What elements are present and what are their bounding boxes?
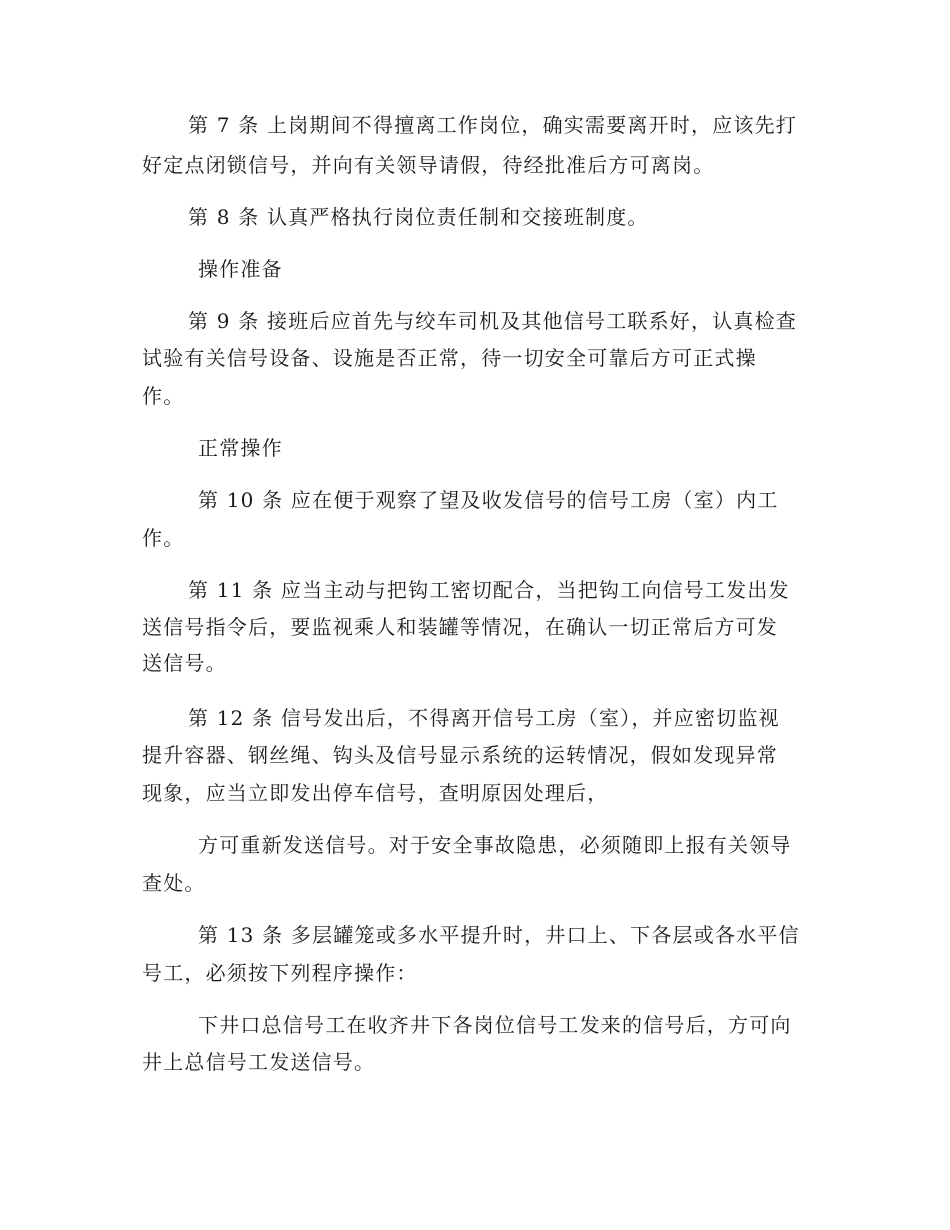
article-11-line-3: 送信号。 bbox=[142, 651, 227, 675]
article-7-line-1: 第 7 条 上岗期间不得擅离工作岗位，确实需要离开时，应该先打 bbox=[188, 113, 797, 137]
article-11-line-2: 送信号指令后，要监视乘人和装罐等情况，在确认一切正常后方可发 bbox=[142, 615, 778, 639]
article-12-cont-line-1: 方可重新发送信号。对于安全事故隐患，必须随即上报有关领导 bbox=[198, 833, 792, 857]
article-13-line-1: 第 13 条 多层罐笼或多水平提升时，井口上、下各层或各水平信 bbox=[198, 923, 800, 947]
article-9-line-3: 作。 bbox=[142, 384, 185, 408]
article-8-line-1: 第 8 条 认真严格执行岗位责任制和交接班制度。 bbox=[188, 205, 649, 229]
article-12-line-3: 现象，应当立即发出停车信号，查明原因处理后， bbox=[142, 781, 609, 805]
article-11-line-1: 第 11 条 应当主动与把钩工密切配合，当把钩工向信号工发出发 bbox=[188, 578, 790, 602]
section-heading-normal-operation: 正常操作 bbox=[198, 436, 283, 460]
article-12-line-1: 第 12 条 信号发出后，不得离开信号工房（室），并应密切监视 bbox=[188, 706, 780, 730]
article-12-cont-line-2: 查处。 bbox=[142, 871, 206, 895]
article-7-line-2: 好定点闭锁信号，并向有关领导请假，待经批准后方可离岗。 bbox=[142, 153, 715, 177]
section-heading-preparation: 操作准备 bbox=[198, 257, 283, 281]
article-12-line-2: 提升容器、钢丝绳、钩头及信号显示系统的运转情况，假如发现异常 bbox=[142, 743, 778, 767]
article-13-item-line-2: 井上总信号工发送信号。 bbox=[142, 1050, 376, 1074]
article-13-item-line-1: 下井口总信号工在收齐井下各岗位信号工发来的信号后，方可向 bbox=[198, 1013, 792, 1037]
article-13-line-2: 号工，必须按下列程序操作： bbox=[142, 961, 418, 985]
article-9-line-1: 第 9 条 接班后应首先与绞车司机及其他信号工联系好，认真检查 bbox=[188, 309, 797, 333]
article-9-line-2: 试验有关信号设备、设施是否正常，待一切安全可靠后方可正式操 bbox=[142, 346, 757, 370]
article-10-line-2: 作。 bbox=[142, 526, 185, 550]
article-10-line-1: 第 10 条 应在便于观察了望及收发信号的信号工房（室）内工 bbox=[198, 488, 779, 512]
